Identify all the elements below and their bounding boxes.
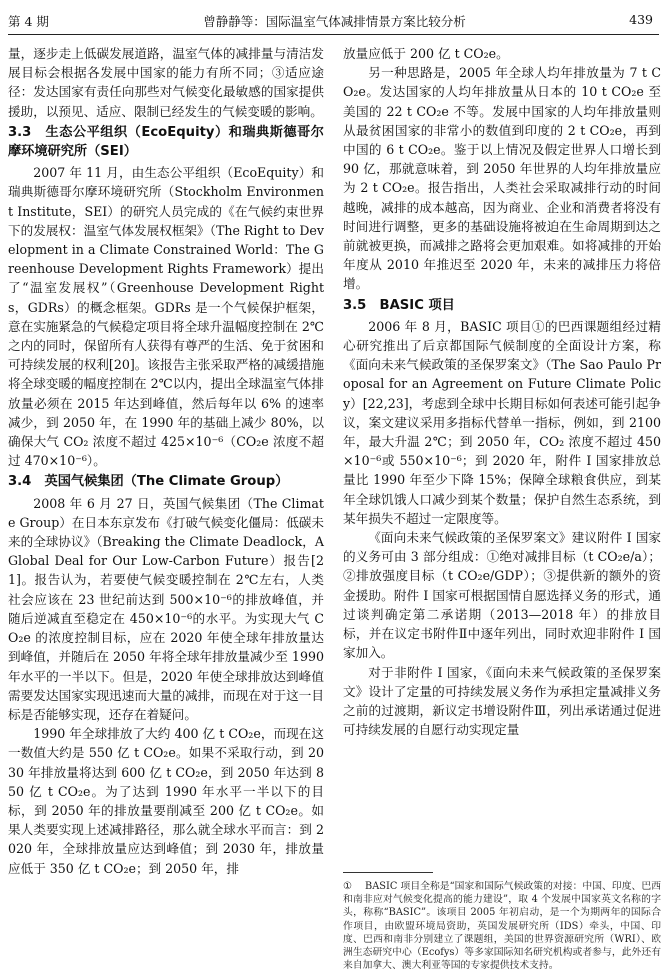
running-title: 曾静静等：国际温室气体减排情景方案比较分析 (203, 14, 466, 29)
footnote-text: BASIC 项目全称是“国家和国际气候政策的对接：中国、印度、巴西和南非应对气候变化提高的能力建设”，取 4 个发展中国家英文名称的字头，称称“BASIC”。该项目 2005 年初启动，是一个为期两年的国际合作项目，由欧盟环境局资助，英国发展研究所（IDS）牵头，中国、印度、巴西和南非分别建立了课题组，美国的世界资源研究所（WRI）、欧洲生态研究中心（Ecofys）等多家国际知名研究机构或者参与，此外还有来自加拿大、澳大利亚等国的专家提供技术支持。 (343, 881, 661, 972)
paragraph: 2006 年 8 月，BASIC 项目①的巴西课题组经过精心研究推出了后京都国际气候制度的全面设计方案，称《面向未来气候政策的圣保罗案文》（The Sao Paulo Proposal for an Agreement on Future Climate Policy）[22,23]，考虑到全球中长期目标如何表述可能引起争议，案文建议采用多指标代替单一指标，例如，到 2100 年，最大升温 2℃；到 2050 年，CO₂ 浓度不超过 450×10⁻⁶或 550×10⁻⁶；到 2020 年，附件 I 国家排放总量比 1990 年至少下降 15%；保障全球粮食供应，到某年全球饥饿人口减少到某个数量；保护自然生态系统，到某年损失不超过一定限度等。 (343, 318, 661, 526)
paragraph: 对于非附件 I 国家，《面向未来气候政策的圣保罗案文》设计了定量的可持续发展义务作为承担定量减排义务之前的过渡期，新议定书增设附件Ⅲ，列出承诺通过促进可持续发展的自愿行动实现定量 (343, 664, 661, 738)
left-column (8, 44, 324, 974)
section-heading-3-4: 3.4 英国气候集团（The Climate Group） (8, 474, 289, 490)
section-heading-3-3: 3.3 生态公平组织（EcoEquity）和瑞典斯德哥尔摩环境研究所（SEI） (8, 124, 324, 160)
right-column (343, 44, 661, 889)
paragraph: 《面向未来气候政策的圣保罗案文》建议附件 I 国家的义务可由 3 部分组成：①绝对减排目标（t CO₂e/a）；②排放强度目标（t CO₂e/GDP）；③提供新的额外的资金援助。附件 I 国家可根据国情自愿选择义务的形式，通过谈判确定第二承诺期（2013—2018 年）的排放目标，并在议定书附件Ⅱ中逐年列出，同时欢迎非附件 I 国家加入。 (343, 530, 661, 661)
footnote-mark: ① (343, 881, 352, 892)
issue-number: 第 4 期 (8, 14, 49, 29)
running-header (0, 0, 669, 34)
footnote (343, 880, 661, 972)
paragraph: 1990 年全球排放了大约 400 亿 t CO₂e，而现在这一数值大约是 550 亿 t CO₂e。如果不采取行动，到 2030 年排放量将达到 600 亿 t CO₂e，到 2050 年达到 850 亿 t CO₂e。为了达到 1990 年水平一半以下的目标，到 2050 年的排放量要削减至 200 亿 t CO₂e。如果人类要实现上述减排路径，那么就全球水平而言：到 2020 年，全球排放量应达到峰值；到 2030 年，排放量应低于 350 亿 t CO₂e；到 2050 年，排 (8, 726, 324, 876)
paragraph: 2007 年 11 月，由生态公平组织（EcoEquity）和瑞典斯德哥尔摩环境研究所（Stockholm Environment Institute，SEI）的研究人员完成的《在气候约束世界下的发展权：温室气体发展权框架》（The Right to Development in a Climate Constrained World：The Greenhouse Development Rights Framework）提出了“温室发展权”（Greenhouse Development Rights，GDRs）的概念框架。GDRs 是一个气候保护框架，意在实施紧急的气候稳定项目将全球升温幅度控制在 2℃之内的同时，保留所有人获得有尊严的生活、免于贫困和可持续发展的权利[20]。该报告主张采取严格的减缓措施将全球变暖的幅度控制在 2℃以内，提出全球温室气体排放量必须在 2015 年达到峰值，然后每年以 6% 的速率减少，到 2050 年，在 1990 年的基础上减少 80%，以确保大气 CO₂ 浓度不超过 425×10⁻⁶（CO₂e 浓度不超过 470×10⁻⁶）。 (8, 165, 324, 469)
paragraph: 放量应低于 200 亿 t CO₂e。 (343, 46, 509, 61)
footnote-rule (343, 872, 433, 873)
page-number: 439 (629, 12, 653, 27)
section-heading-3-5: 3.5 BASIC 项目 (343, 297, 455, 313)
header-rule (8, 34, 659, 35)
paragraph: 量，逐步走上低碳发展道路，温室气体的减排量与清洁发展目标会根据各发展中国家的能力有所不同；③适应途径：发达国家有责任向那些对气候变化最敏感的国家提供援助，以预见、适应、限制已经发生的气候变暖的影响。 (8, 46, 324, 119)
paragraph: 另一种思路是，2005 年全球人均年排放量为 7 t CO₂e。发达国家的人均年排放量从日本的 10 t CO₂e 至美国的 22 t CO₂e 不等。发展中国家的人均年排放量则从最贫困国家的非常小的数值到印度的 2 t CO₂e，再到中国的 6 t CO₂e。鉴于以上情况及假定世界人口增长到 90 亿，那就意味着，到 2050 年世界的人均年排放量应为 2 t CO₂e。报告指出，人类社会采取减排行动的时间越晚，减排的成本越高，因为商业、企业和消费者将没有时间进行调整，更多的基础设施将被迫在生命周期到达之前就被更换，而减排之路将会更加艰难。如将减排的开始年度从 2010 年推迟至 2020 年，未来的减排压力将倍增。 (343, 65, 661, 292)
paragraph: 2008 年 6 月 27 日，英国气候集团（The Climate Group）在日本东京发布《打破气候变化僵局：低碳未来的全球协议》（Breaking the Climate Deadlock，A Global Deal for Our Low-Carbon Future）报告[21]。报告认为，若要使气候变暖控制在 2℃左右，人类社会应该在 23 世纪前达到 500×10⁻⁶的排放峰值，并随后逆减直至稳定在 450×10⁻⁶的水平。为实现大气 CO₂e 的浓度控制目标，应在 2020 年使全球年排放量达到峰值，并随后在 2050 年将全球年排放量减少至 1990 年水平的一半以下。但是，2020 年使全球排放达到峰值需要发达国家实现迅速而大量的减排，而现在对于这一目标是否能够实现，还存在着疑问。 (8, 495, 324, 722)
